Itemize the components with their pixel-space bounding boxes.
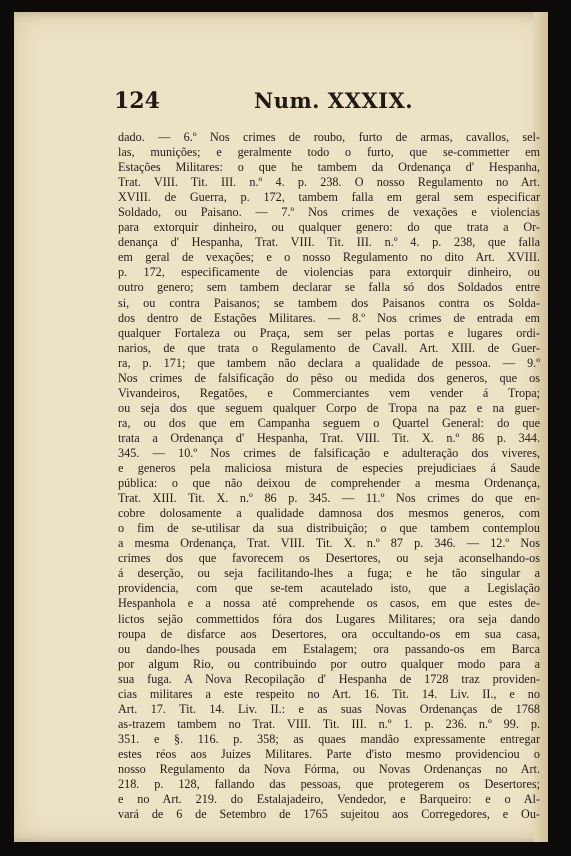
- text-line: o fim de se-utilisar da sua distribuição; o que tambem contemplou: [118, 521, 540, 536]
- text-line: 218. p. 128, fallando das pessoas, que protegerem os Desertores;: [118, 777, 540, 792]
- text-line: nosso Regulamento da Nova Fórma, ou Novas Ordenanças no Art.: [118, 761, 540, 776]
- text-line: Art. 17. Tit. 14. Liv. II.: e as suas Novas Ordenanças de 1768: [118, 701, 540, 716]
- text-line: 351. e §. 116. p. 358; as quaes mandão expressamente entregar: [118, 731, 540, 746]
- book-page: [14, 12, 548, 842]
- body-text: [118, 130, 540, 822]
- text-line: sua fuga. A Nova Recopilação d' Hespanha de 1728 traz providen-: [118, 671, 540, 686]
- text-line: ou dando-lhes pousada em Estalagem; ora passando-os em Barca: [118, 641, 540, 656]
- page-header: [114, 88, 454, 118]
- text-line: Trat. XIII. Tit. X. n.º 86 p. 345. — 11.º Nos crimes do que en-: [118, 491, 540, 506]
- text-line: las, munições; e geralmente todo o furto, que se-commetter em: [118, 145, 540, 160]
- text-line: si, ou contra Paisanos; se tambem dos Paisanos contra os Solda-: [118, 295, 540, 310]
- text-line: trata a Ordenança d' Hespanha, Trat. VIII. Tit. X. n.º 86 p. 344.: [118, 430, 540, 445]
- text-line: Vivandeiros, Regatões, e Commerciantes vem vender á Tropa;: [118, 385, 540, 400]
- text-line: ra, p. 171; que tambem não declara a qualidade de pessoa. — 9.º: [118, 355, 540, 370]
- text-line: dos dentro de Estações Militares. — 8.º Nos crimes de entrada em: [118, 310, 540, 325]
- text-line: vará de 6 de Setembro de 1765 sujeitou aos Corregedores, e Ou-: [118, 807, 540, 822]
- text-line: Hespanhola e a nossa até comprehende os casos, em que estes de-: [118, 596, 540, 611]
- text-line: Nos crimes de falsificação do pêso ou medida dos generos, que os: [118, 370, 540, 385]
- text-line: e no Art. 219. do Estalajadeiro, Vendedor, e Barqueiro: e o Al-: [118, 792, 540, 807]
- text-line: Estações Militares: o que he tambem da Ordenança d' Hespanha,: [118, 160, 540, 175]
- text-line: roupa de disfarce aos Desertores, ora occultando-os em sua casa,: [118, 626, 540, 641]
- text-line: providencia, com que se-tem acautelado isto, que a Legislação: [118, 581, 540, 596]
- text-line: Trat. VIII. Tit. III. n.º 4. p. 238. O nosso Regulamento no Art.: [118, 175, 540, 190]
- text-line: qualquer Fortaleza ou Praça, sem ser pelas portas e lugares ordi-: [118, 325, 540, 340]
- text-line: crimes dos que favorecem os Desertores, ou seja aconselhando-os: [118, 551, 540, 566]
- page-number: 124: [114, 88, 160, 114]
- text-line: outro genero; sem tambem declarar se falla só dos Soldados entre: [118, 280, 540, 295]
- text-line: Soldado, ou Paisano. — 7.º Nos crimes de vexações e violencias: [118, 205, 540, 220]
- text-line: as-trazem tambem no Trat. VIII. Tit. III. n.º 1. p. 236. n.º 99. p.: [118, 716, 540, 731]
- text-line: ou seja dos que seguem qualquer Corpo de Tropa na paz e na guer-: [118, 400, 540, 415]
- text-line: pública: o que não deixou de comprehender a mesma Ordenança,: [118, 476, 540, 491]
- text-line: em geral de vexações; e o nosso Regulamento no dito Art. XVIII.: [118, 250, 540, 265]
- text-line: narios, de que trata o Regulamento de Cavall. Art. XIII. de Guer-: [118, 340, 540, 355]
- text-line: e generos pela maliciosa mistura de especies prejudiciaes á Saude: [118, 461, 540, 476]
- text-line: lictos sejão commettidos fóra dos Lugares Militares; ora seja dando: [118, 611, 540, 626]
- text-line: XVIII. de Guerra, p. 172, tambem falla em geral sem especificar: [118, 190, 540, 205]
- text-line: a mesma Ordenança, Trat. VIII. Tit. X. n.º 87 p. 346. — 12.º Nos: [118, 536, 540, 551]
- text-line: 345. — 10.º Nos crimes de falsificação e adulteração dos viveres,: [118, 445, 540, 460]
- text-line: cobre dolosamente a qualidade damnosa dos mesmos generos, com: [118, 506, 540, 521]
- text-line: dado. — 6.º Nos crimes de roubo, furto de armas, cavallos, sel-: [118, 130, 540, 144]
- text-line: estes réos aos Juizes Militares. Parte d'isto mesmo providenciou o: [118, 746, 540, 761]
- text-line: á deserção, ou seja facilitando-lhes a fuga; e he tão singular a: [118, 566, 540, 581]
- text-line: ra, ou dos que em Campanha seguem o Quartel General: do que: [118, 415, 540, 430]
- text-line: p. 172, especificamente de violencias para extorquir dinheiro, ou: [118, 265, 540, 280]
- running-head: Num. XXXIX.: [254, 88, 414, 113]
- text-line: para extorquir dinheiro, ou qualquer genero: do que trata a Or-: [118, 220, 540, 235]
- text-line: por algum Rio, ou contribuindo por outro qualquer modo para a: [118, 656, 540, 671]
- text-line: cias militares a este respeito no Art. 16. Tit. 14. Liv. II., e no: [118, 686, 540, 701]
- text-line: denança d' Hespanha, Trat. VIII. Tit. III. n.º 4. p. 238, que falla: [118, 235, 540, 250]
